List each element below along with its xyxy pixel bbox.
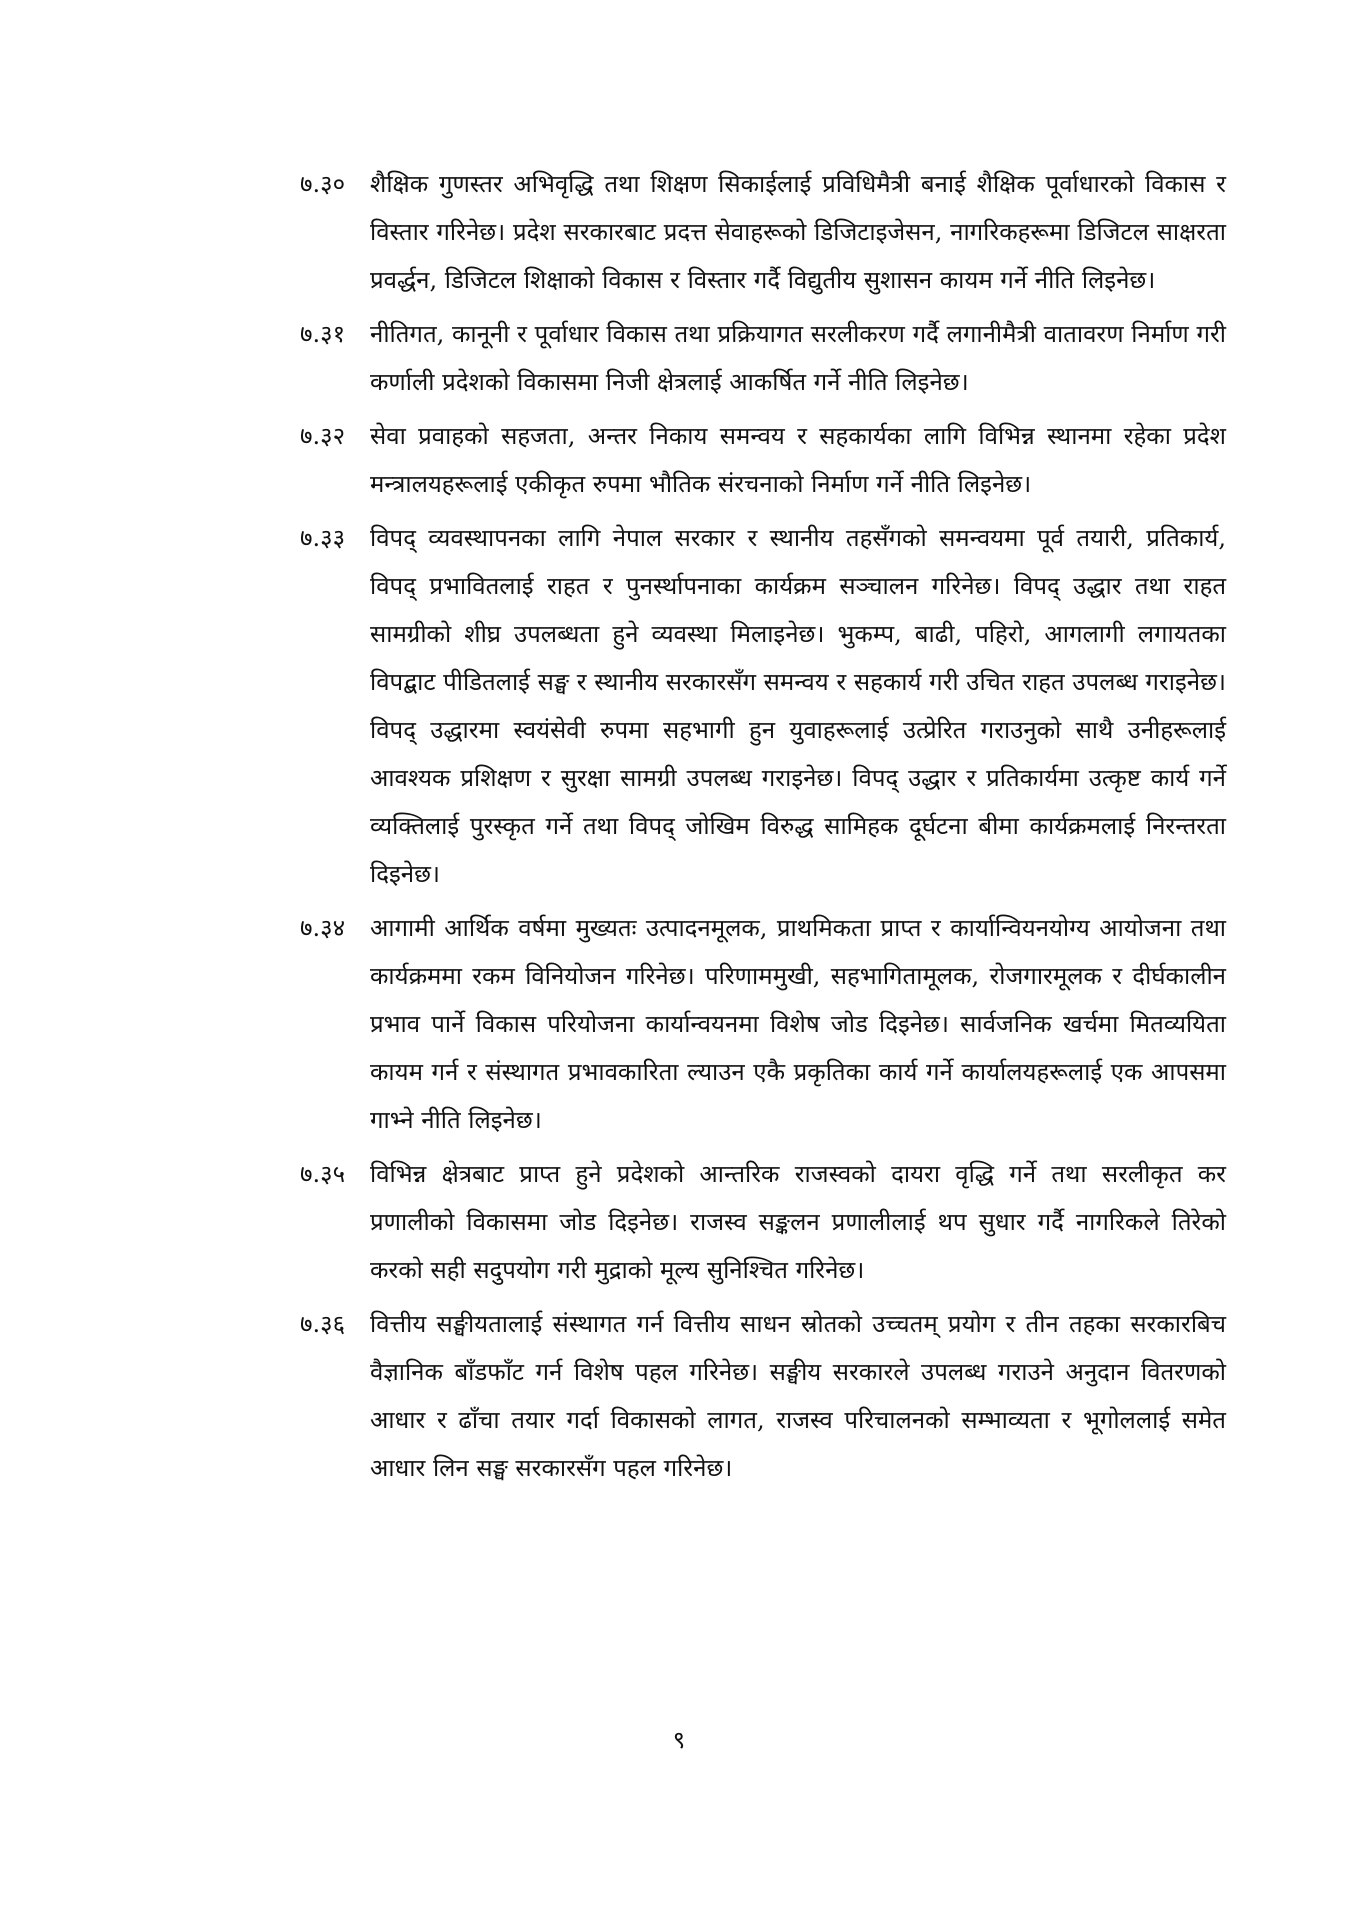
- policy-paragraph-7-35: [300, 1150, 1226, 1294]
- policy-paragraph-7-34: [300, 904, 1226, 1144]
- policy-section: [300, 160, 1226, 1498]
- paragraph-text: नीतिगत, कानूनी र पूर्वाधार विकास तथा प्रक्रियागत सरलीकरण गर्दै लगानीमैत्री वातावरण निर्माण गरी कर्णाली प्रदेशको विकासमा निजी क्षेत्रलाई आकर्षित गर्ने नीति लिइनेछ।: [370, 320, 1226, 396]
- policy-paragraph-7-30: [300, 160, 1226, 304]
- policy-paragraph-7-33: [300, 514, 1226, 898]
- paragraph-number: ७.३१: [300, 320, 346, 348]
- paragraph-number: ७.३६: [300, 1310, 346, 1338]
- paragraph-number: ७.३४: [300, 914, 346, 942]
- policy-paragraph-7-36: [300, 1300, 1226, 1492]
- paragraph-text: आगामी आर्थिक वर्षमा मुख्यतः उत्पादनमूलक, प्राथमिकता प्राप्त र कार्यान्वियनयोग्य आयोजना तथा कार्यक्रममा रकम विनियोजन गरिनेछ। परिणाममुखी, सहभागितामूलक, रोजगारमूलक र दीर्घकालीन प्रभाव पार्ने विकास परियोजना कार्यान्वयनमा विशेष जोड दिइनेछ। सार्वजनिक खर्चमा मितव्ययिता कायम गर्न र संस्थागत प्रभावकारिता ल्याउन एकै प्रकृतिका कार्य गर्ने कार्यालयहरूलाई एक आपसमा गाभ्ने नीति लिइनेछ।: [370, 914, 1226, 1134]
- paragraph-text: विभिन्न क्षेत्रबाट प्राप्त हुने प्रदेशको आन्तरिक राजस्वको दायरा वृद्धि गर्ने तथा सरलीकृत कर प्रणालीको विकासमा जोड दिइनेछ। राजस्व सङ्कलन प्रणालीलाई थप सुधार गर्दै नागरिकले तिरेको करको सही सदुपयोग गरी मुद्राको मूल्य सुनिश्चित गरिनेछ।: [370, 1160, 1226, 1284]
- paragraph-number: ७.३५: [300, 1160, 346, 1188]
- paragraph-text: सेवा प्रवाहको सहजता, अन्तर निकाय समन्वय र सहकार्यका लागि विभिन्न स्थानमा रहेका प्रदेश मन्त्रालयहरूलाई एकीकृत रुपमा भौतिक संरचनाको निर्माण गर्ने नीति लिइनेछ।: [370, 422, 1226, 498]
- paragraph-text: विपद् व्यवस्थापनका लागि नेपाल सरकार र स्थानीय तहसँगको समन्वयमा पूर्व तयारी, प्रतिकार्य, विपद् प्रभावितलाई राहत र पुनर्स्थापनाका कार्यक्रम सञ्चालन गरिनेछ। विपद् उद्धार तथा राहत सामग्रीको शीघ्र उपलब्धता हुने व्यवस्था मिलाइनेछ। भुकम्प, बाढी, पहिरो, आगलागी लगायतका विपद्बाट पीडितलाई सङ्घ र स्थानीय सरकारसँग समन्वय र सहकार्य गरी उचित राहत उपलब्ध गराइनेछ। विपद् उद्धारमा स्वयंसेवी रुपमा सहभागी हुन युवाहरूलाई उत्प्रेरित गराउनुको साथै उनीहरूलाई आवश्यक प्रशिक्षण र सुरक्षा सामग्री उपलब्ध गराइनेछ। विपद् उद्धार र प्रतिकार्यमा उत्कृष्ट कार्य गर्ने व्यक्तिलाई पुरस्कृत गर्ने तथा विपद् जोखिम विरुद्ध सामिहक दूर्घटना बीमा कार्यक्रमलाई निरन्तरता दिइनेछ।: [370, 524, 1226, 888]
- policy-paragraph-7-31: [300, 310, 1226, 406]
- policy-paragraph-7-32: [300, 412, 1226, 508]
- paragraph-text: शैक्षिक गुणस्तर अभिवृद्धि तथा शिक्षण सिकाईलाई प्रविधिमैत्री बनाई शैक्षिक पूर्वाधारको विकास र विस्तार गरिनेछ। प्रदेश सरकारबाट प्रदत्त सेवाहरूको डिजिटाइजेसन, नागरिकहरूमा डिजिटल साक्षरता प्रवर्द्धन, डिजिटल शिक्षाको विकास र विस्तार गर्दै विद्युतीय सुशासन कायम गर्ने नीति लिइनेछ।: [370, 170, 1226, 294]
- paragraph-number: ७.३०: [300, 170, 346, 198]
- paragraph-text: वित्तीय सङ्घीयतालाई संस्थागत गर्न वित्तीय साधन स्रोतको उच्चतम् प्रयोग र तीन तहका सरकारबिच वैज्ञानिक बाँडफाँट गर्न विशेष पहल गरिनेछ। सङ्घीय सरकारले उपलब्ध गराउने अनुदान वितरणको आधार र ढाँचा तयार गर्दा विकासको लागत, राजस्व परिचालनको सम्भाव्यता र भूगोललाई समेत आधार लिन सङ्घ सरकारसँग पहल गरिनेछ।: [370, 1310, 1226, 1482]
- page-number: ९: [672, 1726, 686, 1754]
- paragraph-number: ७.३३: [300, 524, 346, 552]
- paragraph-number: ७.३२: [300, 422, 346, 450]
